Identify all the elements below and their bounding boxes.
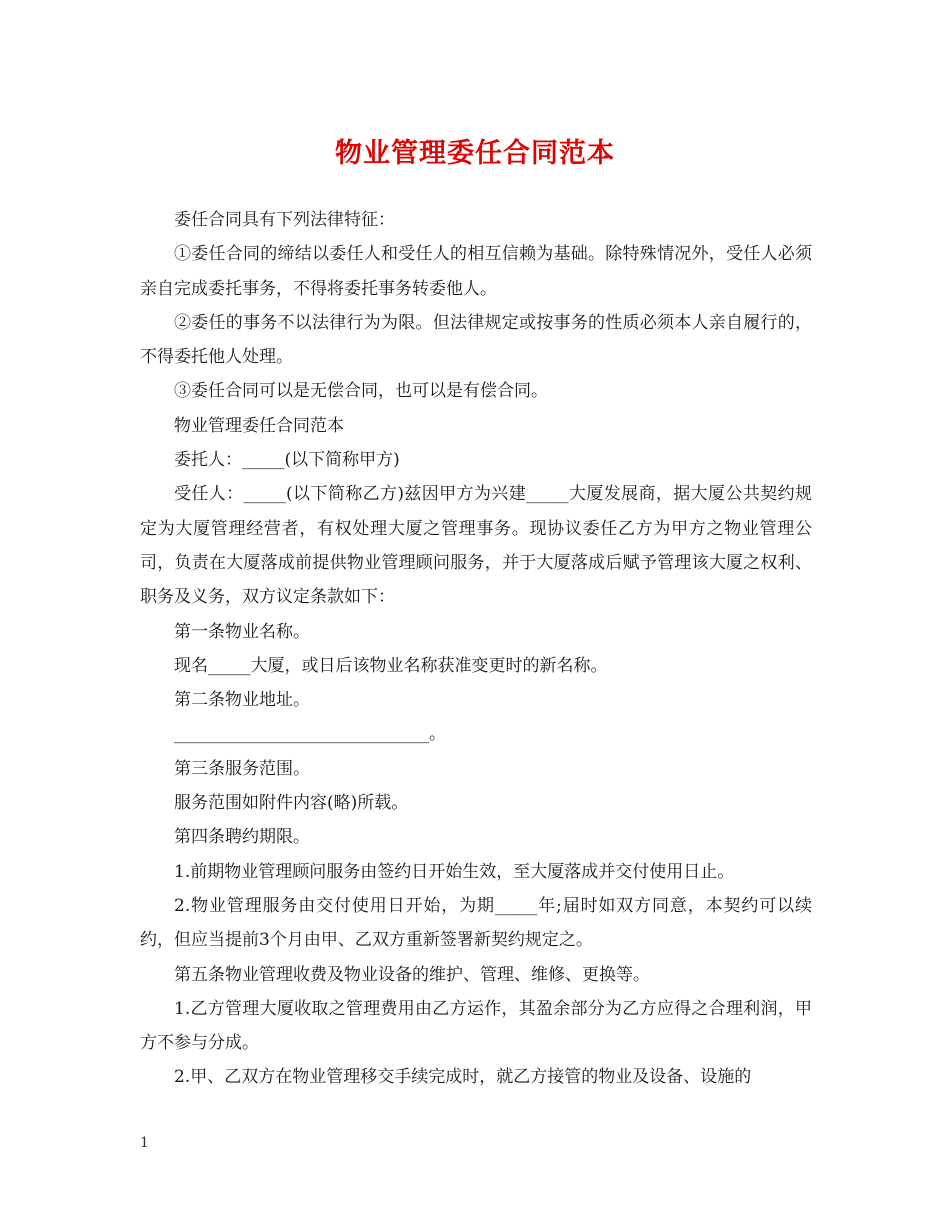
paragraph: ②委任的事务不以法律行为为限。但法律规定或按事务的性质必须本人亲自履行的，不得委托他人处理。 [140, 312, 812, 368]
paragraph: 现名_____大厦，或日后该物业名称获准变更时的新名称。 [174, 655, 608, 676]
paragraph: 物业管理委任合同范本 [174, 415, 344, 436]
paragraph: 第四条聘约期限。 [174, 827, 310, 848]
paragraph: ______________________________。 [174, 724, 446, 745]
paragraph: 第五条物业管理收费及物业设备的维护、管理、维修、更换等。 [174, 964, 650, 985]
paragraph: ①委任合同的缔结以委任人和受任人的相互信赖为基础。除特殊情况外，受任人必须亲自完成委托事务，不得将委托事务转委他人。 [140, 244, 812, 299]
page-number: 1 [140, 1135, 149, 1151]
paragraph: 第三条服务范围。 [174, 758, 310, 779]
paragraph: 委托人：_____(以下简称甲方) [174, 450, 400, 471]
paragraph: 第一条物业名称。 [174, 621, 310, 642]
paragraph: 第二条物业地址。 [174, 690, 310, 711]
paragraph: 服务范围如附件内容(略)所载。 [174, 793, 409, 814]
paragraph: 1.乙方管理大厦收取之管理费用由乙方运作，其盈余部分为乙方应得之合理利润，甲方不参与分成。 [140, 998, 812, 1054]
paragraph: 委任合同具有下列法律特征： [174, 210, 395, 230]
paragraph: 2.甲、乙双方在物业管理移交手续完成时，就乙方接管的物业及设备、设施的 [174, 1067, 752, 1088]
paragraph: 1.前期物业管理顾问服务由签约日开始生效，至大厦落成并交付使用日止。 [174, 861, 735, 882]
document-body [140, 203, 812, 1095]
paragraph: 受任人：_____(以下简称乙方)兹因甲方为兴建_____大厦发展商，据大厦公共契约规定为大厦管理经营者，有权处理大厦之管理事务。现协议委任乙方为甲方之物业管理公司，负责在大厦落成前提供物业管理顾问服务，并于大厦落成后赋予管理该大厦之权利、职务及义务，双方议定条款如下： [140, 484, 812, 608]
paragraph: ③委任合同可以是无偿合同，也可以是有偿合同。 [174, 381, 548, 402]
paragraph: 2.物业管理服务由交付使用日开始，为期_____年;届时如双方同意，本契约可以续约，但应当提前3个月由甲、乙双方重新签署新契约规定之。 [140, 895, 812, 951]
document-title: 物业管理委任合同范本 [335, 138, 615, 169]
